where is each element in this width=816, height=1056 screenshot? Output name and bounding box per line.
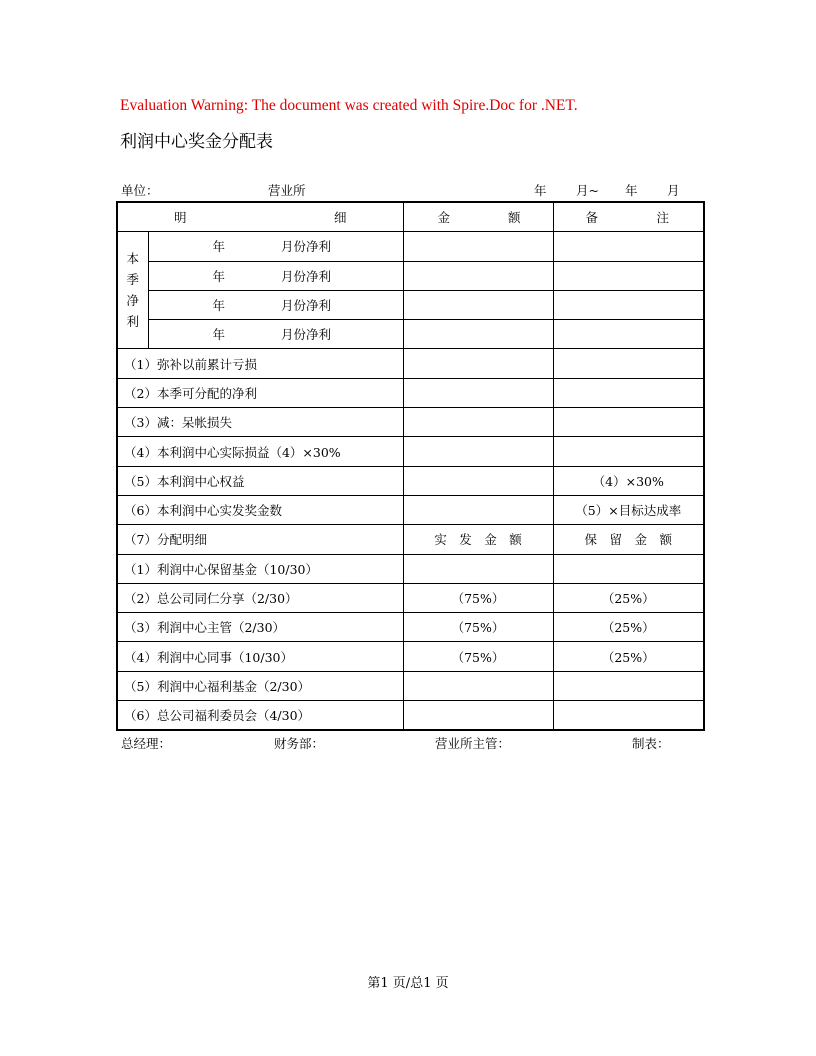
header-row — [117, 202, 704, 232]
year-text: 年 — [212, 239, 226, 255]
quarter-label-char: 季 — [126, 272, 139, 288]
table-row — [117, 495, 704, 524]
amount-cell[interactable] — [403, 437, 553, 466]
header-text: 额 — [507, 210, 521, 226]
header-text: 明 — [174, 210, 187, 226]
amount-cell[interactable] — [403, 349, 553, 378]
unit-value: 营业所 — [268, 183, 306, 198]
table-row — [117, 642, 704, 671]
amount-cell[interactable]: （75%） — [403, 583, 553, 612]
table-row — [117, 671, 704, 700]
page-title: 利润中心奖金分配表 — [120, 132, 273, 152]
table-row — [117, 466, 704, 495]
note-cell[interactable] — [553, 290, 704, 319]
row-label: （7）分配明细 — [117, 525, 403, 554]
row-label: （3）减：呆帐损失 — [117, 408, 403, 437]
amount-cell[interactable] — [403, 290, 553, 319]
row-label: （6）本利润中心实发奖金数 — [117, 495, 403, 524]
row-label: （4）本利润中心实际损益（4）×30% — [117, 437, 403, 466]
quarter-detail — [148, 232, 403, 261]
footer-maker: 制表： — [632, 736, 670, 751]
amount-cell[interactable] — [403, 232, 553, 261]
table-row — [117, 408, 704, 437]
row-label: （2）总公司同仁分享（2/30） — [117, 583, 403, 612]
row-label: （5）本利润中心权益 — [117, 466, 403, 495]
amount-cell[interactable]: 实 发 金 额 — [403, 525, 553, 554]
quarter-label-char: 利 — [126, 314, 139, 330]
note-cell[interactable]: （25%） — [553, 583, 704, 612]
year-text: 年 — [212, 327, 226, 343]
year-start: 年 — [534, 183, 547, 198]
month-text: 月份净利 — [281, 327, 332, 343]
header-text: 注 — [656, 210, 669, 226]
table-row — [117, 525, 704, 554]
month-text: 月份净利 — [281, 298, 332, 314]
note-cell[interactable]: （25%） — [553, 613, 704, 642]
page-number: 第1 页/总1 页 — [367, 976, 449, 991]
quarter-row — [117, 320, 704, 349]
amount-cell[interactable] — [403, 701, 553, 731]
amount-cell[interactable] — [403, 495, 553, 524]
table-row — [117, 349, 704, 378]
note-cell[interactable] — [553, 378, 704, 407]
row-label: （1）利润中心保留基金（10/30） — [117, 554, 403, 583]
note-cell[interactable] — [553, 349, 704, 378]
header-text: 金 — [437, 210, 451, 226]
note-cell[interactable] — [553, 437, 704, 466]
unit-label: 单位： — [121, 183, 159, 198]
footer-manager: 营业所主管： — [435, 736, 511, 751]
year-text: 年 — [212, 298, 226, 314]
quarter-detail — [148, 261, 403, 290]
amount-cell[interactable] — [403, 466, 553, 495]
quarter-detail — [148, 320, 403, 349]
header-amount — [403, 202, 553, 232]
table-row — [117, 554, 704, 583]
note-cell[interactable] — [553, 554, 704, 583]
header-text: 备 — [585, 210, 599, 226]
row-label: （3）利润中心主管（2/30） — [117, 613, 403, 642]
quarter-row — [117, 232, 704, 261]
amount-cell[interactable] — [403, 320, 553, 349]
bonus-table — [116, 201, 705, 731]
note-cell[interactable] — [553, 320, 704, 349]
month-text: 月份净利 — [281, 239, 332, 255]
header-text: 细 — [333, 210, 347, 226]
note-cell[interactable]: （5）×目标达成率 — [553, 495, 704, 524]
note-cell[interactable]: 保 留 金 额 — [553, 525, 704, 554]
row-label: （2）本季可分配的净利 — [117, 378, 403, 407]
header-detail — [117, 202, 403, 232]
table-row — [117, 583, 704, 612]
row-label: （6）总公司福利委员会（4/30） — [117, 701, 403, 731]
note-cell[interactable] — [553, 701, 704, 731]
quarter-label-char: 净 — [126, 293, 139, 309]
amount-cell[interactable] — [403, 378, 553, 407]
quarter-detail — [148, 290, 403, 319]
footer-finance: 财务部： — [274, 736, 325, 751]
quarter-row — [117, 261, 704, 290]
month-end: 月 — [667, 183, 680, 198]
amount-cell[interactable] — [403, 261, 553, 290]
amount-cell[interactable] — [403, 408, 553, 437]
month-text: 月份净利 — [281, 268, 332, 284]
evaluation-warning: Evaluation Warning: The document was created with Spire.Doc for .NET. — [120, 97, 578, 114]
table-row — [117, 378, 704, 407]
month-start: 月~ — [576, 183, 599, 198]
quarter-label — [117, 232, 148, 349]
amount-cell[interactable]: （75%） — [403, 613, 553, 642]
quarter-row — [117, 290, 704, 319]
row-label: （1）弥补以前累计亏损 — [117, 349, 403, 378]
note-cell[interactable]: （25%） — [553, 642, 704, 671]
row-label: （5）利润中心福利基金（2/30） — [117, 671, 403, 700]
amount-cell[interactable] — [403, 554, 553, 583]
table-row — [117, 701, 704, 731]
amount-cell[interactable] — [403, 671, 553, 700]
note-cell[interactable]: （4）×30% — [553, 466, 704, 495]
footer-gm: 总经理： — [121, 736, 172, 751]
note-cell[interactable] — [553, 408, 704, 437]
header-note — [553, 202, 704, 232]
quarter-label-char: 本 — [126, 251, 139, 267]
table-row — [117, 613, 704, 642]
table-row — [117, 437, 704, 466]
amount-cell[interactable]: （75%） — [403, 642, 553, 671]
note-cell[interactable] — [553, 232, 704, 261]
row-label: （4）利润中心同事（10/30） — [117, 642, 403, 671]
year-text: 年 — [212, 268, 226, 284]
year-end: 年 — [625, 183, 638, 198]
note-cell[interactable] — [553, 261, 704, 290]
note-cell[interactable] — [553, 671, 704, 700]
